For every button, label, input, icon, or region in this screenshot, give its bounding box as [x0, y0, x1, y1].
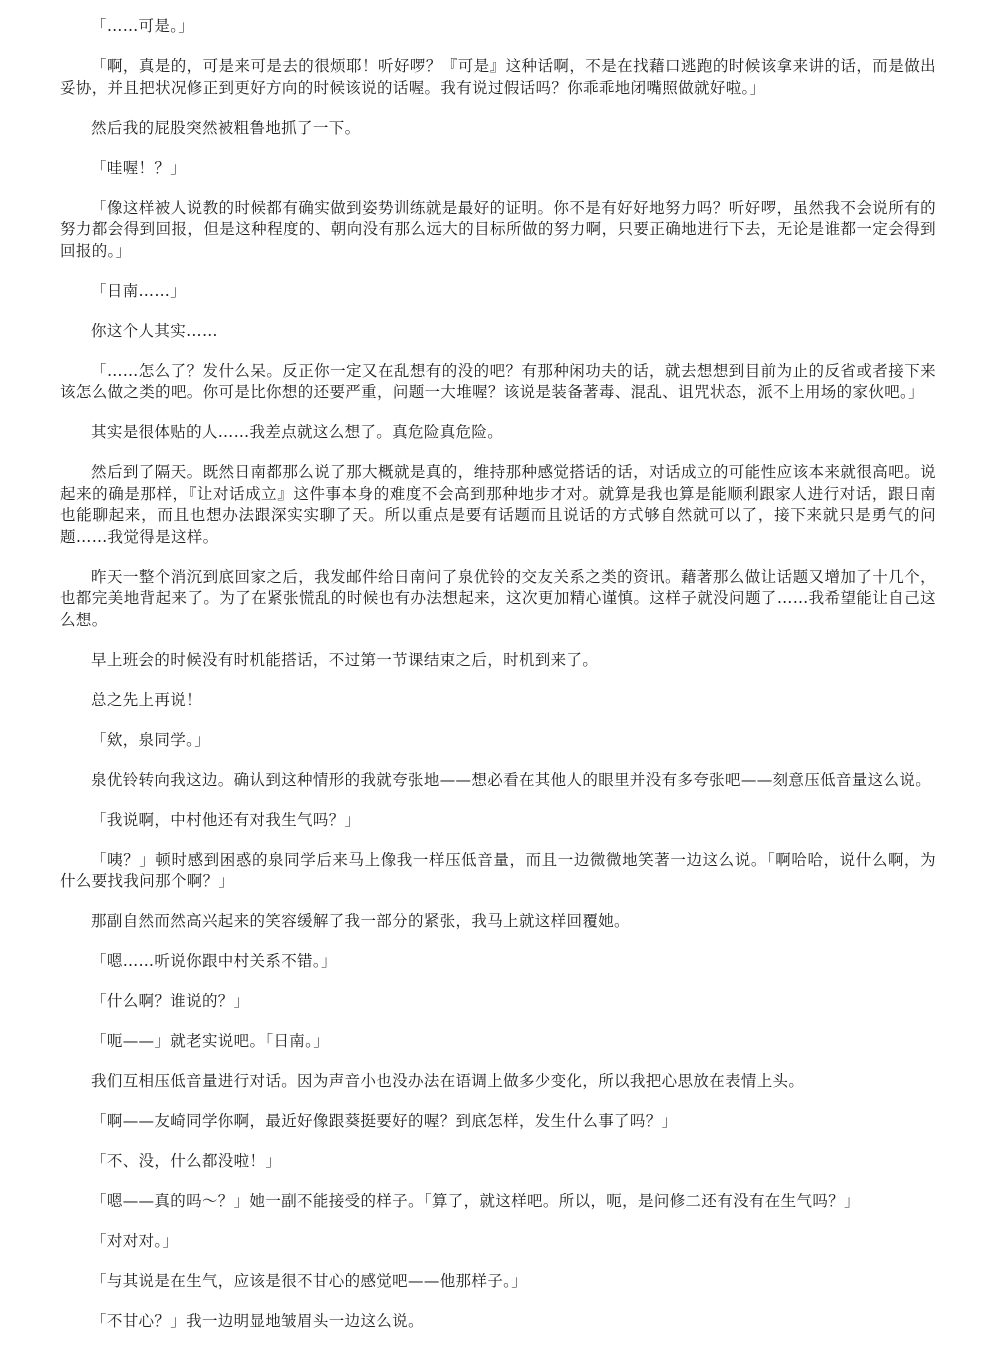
paragraph: 总之先上再说！ [91, 690, 202, 709]
paragraph: 「我说啊，中村他还有对我生气吗？」 [91, 810, 361, 829]
paragraph: 「哇喔！？」 [91, 158, 187, 177]
paragraph: 「啊，真是的，可是来可是去的很烦耶！听好啰？『可是』这种话啊，不是在找藉口逃跑的时候该拿来讲的话，而是做出妥协，并且把状况修正到更好方向的时候该说的话喔。我有说过假话吗？你乖乖地闭嘴照做就好啦。」 [60, 57, 936, 97]
paragraph: 「咦？」顿时感到困惑的泉同学后来马上像我一样压低音量，而且一边微微地笑著一边这么说。「啊哈哈，说什么啊，为什么要找我问那个啊？」 [60, 850, 936, 890]
paragraph: 「……怎么了？发什么呆。反正你一定又在乱想有的没的吧？有那种闲功夫的话，就去想想到目前为止的反省或者接下来该怎么做之类的吧。你可是比你想的还要严重，问题一大堆喔？该说是装备著毒、混乱、诅咒状态，派不上用场的家伙吧。」 [60, 361, 936, 401]
paragraph: 「欸，泉同学。」 [91, 730, 211, 749]
paragraph: 其实是很体贴的人……我差点就这么想了。真危险真危险。 [91, 423, 504, 441]
paragraph: 「呃——」就老实说吧。「日南。」 [91, 1032, 330, 1050]
paragraph: 「嗯……听说你跟中村关系不错。」 [91, 952, 337, 970]
paragraph: 我们互相压低音量进行对话。因为声音小也没办法在语调上做多少变化，所以我把心思放在表情上头。 [91, 1072, 805, 1090]
paragraph: 昨天一整个消沉到底回家之后，我发邮件给日南问了泉优铃的交友关系之类的资讯。藉著那么做让话题又增加了十几个，也都完美地背起来了。为了在紧张慌乱的时候也有办法想起来，这次更加精心谨慎。这样子就没问题了……我希望能让自己这么想。 [60, 567, 936, 629]
paragraph: 「什么啊？谁说的？」 [91, 992, 250, 1010]
paragraph: 「像这样被人说教的时候都有确实做到姿势训练就是最好的证明。你不是有好好地努力吗？听好啰，虽然我不会说所有的努力都会得到回报，但是这种程度的、朝向没有那么远大的目标所做的努力啊，只要正确地进行下去，无论是谁都一定会得到回报的。」 [60, 198, 936, 260]
paragraph: 「不甘心？」我一边明显地皱眉头一边这么说。 [91, 1312, 424, 1330]
paragraph: 「与其说是在生气，应该是很不甘心的感觉吧——他那样子。」 [91, 1272, 528, 1290]
paragraph: 「啊——友崎同学你啊，最近好像跟葵挺要好的喔？到底怎样，发生什么事了吗？」 [91, 1112, 678, 1130]
paragraph: 「嗯——真的吗～？」她一副不能接受的样子。「算了，就这样吧。所以，呃，是问修二还有没有在生气吗？」 [91, 1192, 860, 1210]
document-page [60, 16, 936, 1351]
paragraph: 那副自然而然高兴起来的笑容缓解了我一部分的紧张，我马上就这样回覆她。 [91, 912, 630, 930]
paragraph: 「……可是。」 [91, 17, 195, 35]
paragraph: 你这个人其实…… [91, 321, 218, 340]
paragraph: 「不、没，什么都没啦！」 [91, 1152, 282, 1170]
paragraph: 早上班会的时候没有时机能搭话，不过第一节课结束之后，时机到来了。 [91, 650, 599, 669]
paragraph: 「对对对。」 [91, 1232, 179, 1250]
paragraph: 然后到了隔天。既然日南都那么说了那大概就是真的，维持那种感觉搭话的话，对话成立的可能性应该本来就很高吧。说起来的确是那样，『让对话成立』这件事本身的难度不会高到那种地步才对。就算是我也算是能顺利跟家人进行对话，跟日南也能聊起来，而且也想办法跟深实实聊了天。所以重点是要有话题而且说话的方式够自然就可以了，接下来就只是勇气的问题……我觉得是这样。 [60, 463, 936, 546]
paragraph: 泉优铃转向我这边。确认到这种情形的我就夸张地——想必看在其他人的眼里并没有多夸张吧——刻意压低音量这么说。 [91, 770, 932, 789]
paragraph: 然后我的屁股突然被粗鲁地抓了一下。 [91, 118, 361, 137]
paragraph: 「日南……」 [91, 281, 187, 300]
